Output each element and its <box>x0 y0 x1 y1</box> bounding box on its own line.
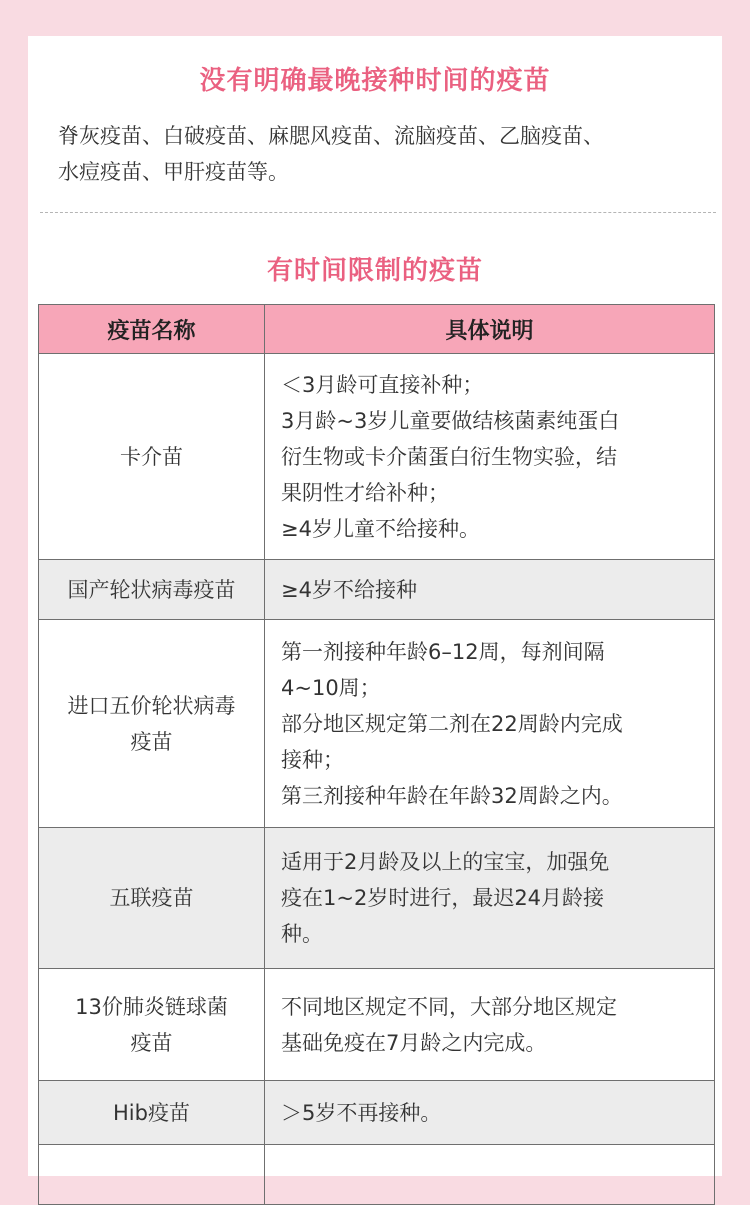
description-line: 不同地区规定不同，大部分地区规定 <box>281 994 617 1019</box>
description-cell <box>265 969 715 1081</box>
table-header-row <box>39 305 715 354</box>
header-vaccine-name: 疫苗名称 <box>39 305 265 354</box>
vaccine-name-cell <box>39 969 265 1081</box>
vaccine-name-cell <box>39 354 265 560</box>
description-line: 3月龄~3岁儿童要做结核菌素纯蛋白 <box>281 408 620 433</box>
description-cell <box>265 1081 715 1145</box>
description-line: 部分地区规定第二剂在22周龄内完成 <box>281 711 623 736</box>
vaccine-name-cell <box>39 560 265 620</box>
no-deadline-vaccine-list <box>58 118 718 190</box>
vaccine-name: 五联疫苗 <box>109 886 194 910</box>
description-line: ＞5岁不再接种。 <box>281 1100 442 1125</box>
description-line: 4~10周； <box>281 675 381 700</box>
description-line: ＜3月龄可直接补种； <box>281 372 484 397</box>
header-description: 具体说明 <box>265 305 715 354</box>
description-line: ≥4岁不给接种 <box>281 577 417 602</box>
description-line: 第一剂接种年龄6–12周，每剂间隔 <box>281 639 605 664</box>
content-card <box>28 36 722 1176</box>
description-line: 接种； <box>281 747 344 772</box>
vaccine-name: 疫苗 <box>130 1030 173 1055</box>
section-title-time-limited: 有时间限制的疫苗 <box>266 256 483 286</box>
description-line: 第三剂接种年龄在年龄32周龄之内。 <box>281 783 623 808</box>
vaccine-name: 卡介苗 <box>120 444 183 469</box>
description-cell <box>265 620 715 828</box>
intro-line: 水痘疫苗、甲肝疫苗等。 <box>58 160 289 184</box>
table-row <box>39 560 715 620</box>
description-line: 基础免疫在7月龄之内完成。 <box>281 1030 547 1055</box>
vaccine-name-cell <box>39 828 265 969</box>
vaccine-name: 13价肺炎链球菌 <box>75 994 228 1019</box>
description-line: 衍生物或卡介菌蛋白衍生物实验，结 <box>281 444 617 469</box>
description-line: 疫在1~2岁时进行，最迟24月龄接 <box>281 886 605 910</box>
vaccine-name-cell <box>39 1145 265 1205</box>
table-row <box>39 620 715 828</box>
description-cell <box>265 1145 715 1205</box>
table-row <box>39 828 715 969</box>
description-line: 适用于2月龄及以上的宝宝，加强免 <box>281 850 610 874</box>
table-row <box>39 969 715 1081</box>
description-line: ≥4岁儿童不给接种。 <box>281 516 480 541</box>
dashed-divider <box>40 212 716 213</box>
table-row <box>39 1145 715 1205</box>
description-line: 种。 <box>281 922 323 946</box>
description-cell <box>265 354 715 560</box>
table-row <box>39 1081 715 1145</box>
vaccine-name-cell <box>39 1081 265 1145</box>
description-cell <box>265 828 715 969</box>
description-cell <box>265 560 715 620</box>
intro-line: 脊灰疫苗、白破疫苗、麻腮风疫苗、流脑疫苗、乙脑疫苗、 <box>58 124 604 148</box>
table-row <box>39 354 715 560</box>
vaccine-name: 进口五价轮状病毒 <box>67 693 236 718</box>
vaccine-table <box>38 304 715 1205</box>
description-line: 果阴性才给补种； <box>281 480 449 505</box>
section-title-no-deadline: 没有明确最晚接种时间的疫苗 <box>199 66 551 96</box>
vaccine-name: 疫苗 <box>130 729 173 754</box>
vaccine-name-cell <box>39 620 265 828</box>
vaccine-name: Hib疫苗 <box>113 1100 190 1125</box>
vaccine-name: 国产轮状病毒疫苗 <box>67 577 236 602</box>
